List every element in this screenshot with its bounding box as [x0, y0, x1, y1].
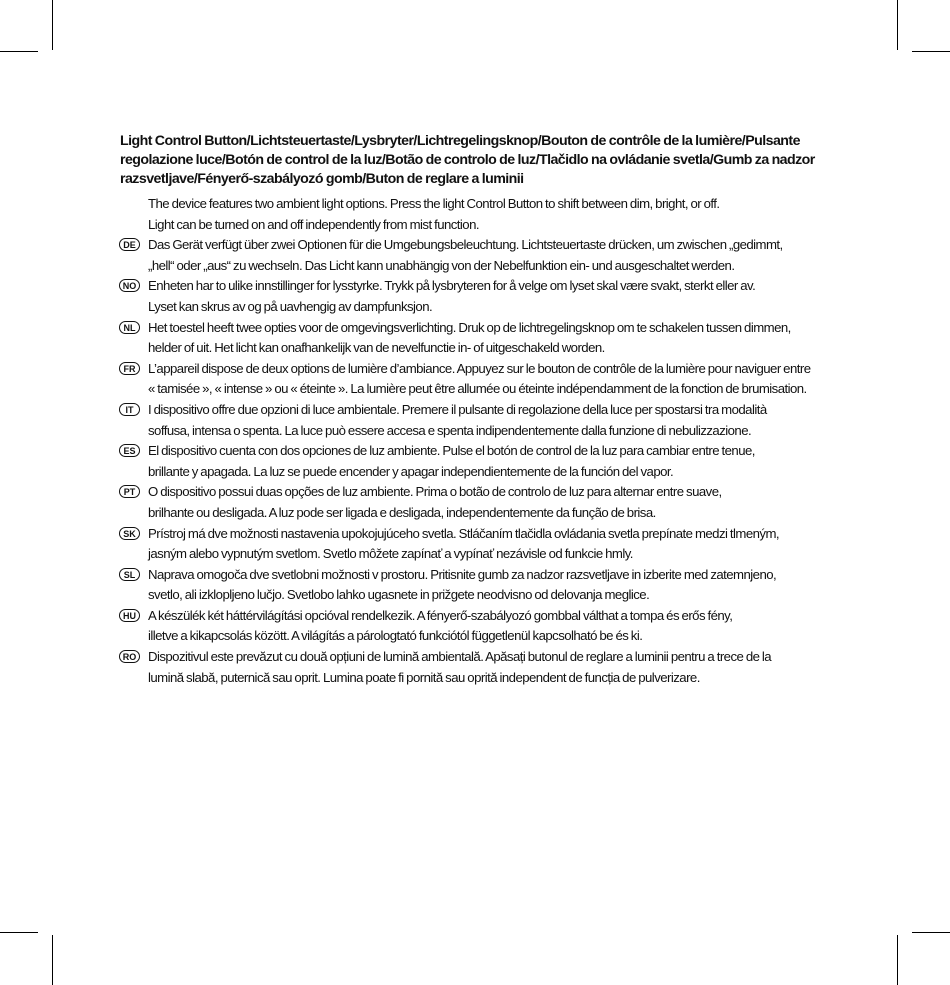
entry-en [120, 194, 830, 235]
crop-mark-top-left-vertical [52, 0, 53, 50]
entry-line: Das Gerät verfügt über zwei Optionen für die Umgebungsbeleuchtung. Lichtsteuertaste drücken, um zwischen „gedimmt, [148, 237, 783, 253]
document-content [120, 132, 830, 688]
entry-line: The device features two ambient light options. Press the light Control Button to shift between dim, bright, or off. [148, 196, 720, 211]
language-badge-hu: HU [119, 609, 140, 622]
language-badge-es: ES [119, 444, 140, 457]
entry-es [120, 441, 830, 482]
entry-line: L’appareil dispose de deux options de lumière d’ambiance. Appuyez sur le bouton de contrôle de la lumière pour naviguer entre [148, 360, 811, 376]
entry-line: soffusa, intensa o spenta. La luce può essere accesa e spenta indipendentemente dalla funzione di nebulizzazione. [148, 422, 752, 438]
entry-line: jasným alebo vypnutým svetlom. Svetlo môžete zapínať a vypínať nezávisle od funkcie hmly. [148, 546, 633, 562]
entry-line: El dispositivo cuenta con dos opciones de luz ambiente. Pulse el botón de control de la luz para cambiar entre tenue, [148, 443, 755, 459]
crop-mark-bottom-right-vertical [897, 935, 898, 985]
language-badge-it: IT [119, 403, 140, 416]
entry-line: illetve a kikapcsolás között. A világítás a párologtató funkciótól függetlenül kapcsolható be és ki. [148, 628, 643, 644]
language-badge-fr: FR [119, 362, 140, 375]
entry-line: Het toestel heeft twee opties voor de omgevingsverlichting. Druk op de lichtregelingsknop om te schakelen tussen dimmen, [148, 319, 791, 335]
entry-it [120, 400, 830, 441]
entry-line: lumină slabă, puternică sau oprit. Lumina poate fi pornită sau oprită independent de funcția de pulverizare. [148, 669, 700, 685]
crop-mark-top-right-horizontal [912, 51, 950, 52]
language-badge-no: NO [119, 279, 140, 292]
language-badge-nl: NL [119, 321, 140, 334]
crop-mark-bottom-left-horizontal [0, 932, 38, 933]
crop-mark-bottom-left-vertical [52, 935, 53, 985]
entry-line: Naprava omogoča dve svetlobni možnosti v prostoru. Pritisnite gumb za nadzor razsvetljave in izberite med zatemnjeno, [148, 566, 777, 582]
entry-line: brillante y apagada. La luz se puede encender y apagar independientemente de la función del vapor. [148, 463, 674, 479]
crop-mark-top-left-horizontal [0, 51, 38, 52]
entry-sk [120, 524, 830, 565]
entry-ro [120, 647, 830, 688]
entry-nl [120, 318, 830, 359]
entry-line: O dispositivo possui duas opções de luz ambiente. Prima o botão de controlo de luz para alternar entre suave, [148, 484, 722, 500]
language-badge-pt: PT [119, 485, 140, 498]
language-badge-sk: SK [119, 527, 140, 540]
crop-mark-top-right-vertical [897, 0, 898, 50]
entry-de [120, 235, 830, 276]
section-title: Light Control Button/Lichtsteuertaste/Lysbryter/Lichtregelingsknop/Bouton de contrôle de la lumière/Pulsante regolazione luce/Botón de control de la luz/Botão de controlo de luz/Tlačidlo na ovládanie svetla/Gumb za nadzor razsvetljave/Fényerő-szabályozó gomb/Buton de reglare a luminii [120, 133, 815, 187]
entry-line: Enheten har to ulike innstillinger for lysstyrke. Trykk på lysbryteren for å velge om lyset skal være svakt, sterkt eller av. [148, 278, 756, 294]
entry-line: Prístroj má dve možnosti nastavenia upokojujúceho svetla. Stláčaním tlačidla ovládania svetla prepínate medzi tlmeným, [148, 525, 779, 541]
entry-hu [120, 606, 830, 647]
entry-line: Lyset kan skrus av og på uavhengig av dampfunksjon. [148, 298, 433, 314]
language-badge-sl: SL [119, 568, 140, 581]
entry-line: A készülék két háttérvilágítási opcióval rendelkezik. A fényerő-szabályozó gombbal válthat a tompa és erős fény, [148, 607, 733, 623]
language-badge-ro: RO [119, 650, 140, 663]
language-badge-de: DE [119, 238, 140, 251]
crop-mark-bottom-right-horizontal [912, 932, 950, 933]
entry-line: svetlo, ali izklopljeno lučjo. Svetlobo lahko ugasnete in prižgete neodvisno od delovanja meglice. [148, 587, 650, 603]
entry-line: « tamisée », « intense » ou « éteinte ». La lumière peut être allumée ou éteinte indépendamment de la fonction de brumisation. [148, 381, 807, 397]
entry-fr [120, 359, 830, 400]
entry-line: Dispozitivul este prevăzut cu două opțiuni de lumină ambientală. Apăsați butonul de reglare a luminii pentru a trece de la [148, 649, 772, 665]
entry-line: helder of uit. Het licht kan onafhankelijk van de nevelfunctie in- of uitgeschakeld worden. [148, 340, 605, 356]
entry-line: I dispositivo offre due opzioni di luce ambientale. Premere il pulsante di regolazione della luce per spostarsi tra modalità [148, 401, 767, 417]
entry-line: Light can be turned on and off independently from mist function. [148, 216, 479, 232]
entry-line: „hell“ oder „aus“ zu wechseln. Das Licht kann unabhängig von der Nebelfunktion ein- und ausgeschaltet werden. [148, 257, 735, 273]
entry-no [120, 276, 830, 317]
entry-sl [120, 565, 830, 606]
entry-pt [120, 482, 830, 523]
entry-line: brilhante ou desligada. A luz pode ser ligada e desligada, independentemente da função de brisa. [148, 504, 656, 520]
